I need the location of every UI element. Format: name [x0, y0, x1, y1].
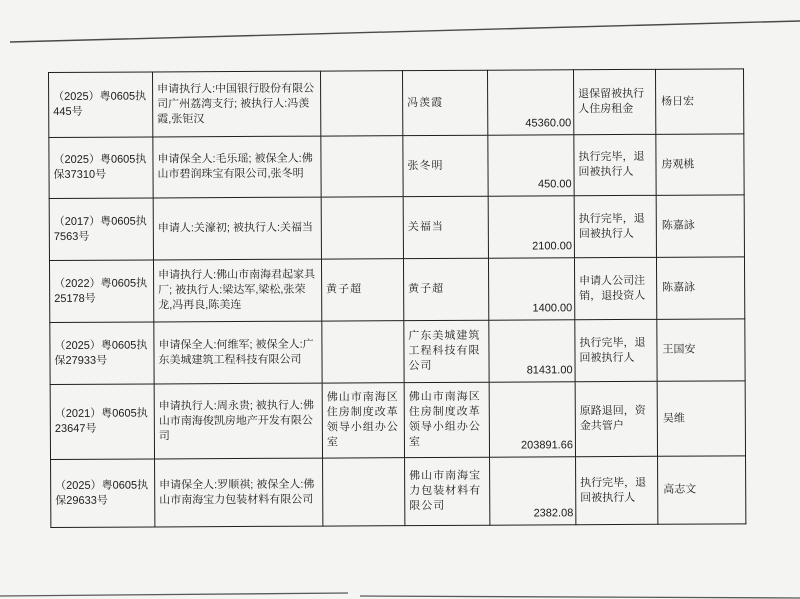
case-number-cell: （2025）粤0605执保29633号	[51, 459, 155, 528]
parties-cell: 申请执行人:中国银行股份有限公司广州荔湾支行; 被执行人:冯羡霞,张钜汉	[153, 71, 321, 137]
case-number-cell: （2025）粤0605执445号	[49, 72, 153, 138]
paper-bottom-edge-right	[360, 596, 800, 598]
recipient-cell: 张冬明	[403, 135, 488, 196]
recipient-cell: 黄子超	[403, 258, 488, 320]
recipient-cell: 佛山市南海区住房制度改革领导小组办公室	[404, 382, 489, 457]
table-row	[50, 381, 745, 460]
reason-cell: 执行完毕，退回被执行人	[574, 134, 656, 195]
refund-record-table	[48, 68, 746, 528]
case-number-cell: （2021）粤0605执23647号	[50, 384, 154, 460]
parties-cell: 申请保全人:何维军; 被保全人:广东美城建筑工程科技有限公司	[154, 321, 322, 384]
handler-cell: 杨日宏	[655, 69, 743, 134]
handler-cell: 陈嘉詠	[656, 195, 744, 257]
related-party-cell: 佛山市南海区住房制度改革领导小组办公室	[322, 383, 404, 458]
reason-cell: 执行完毕，退回被执行人	[576, 456, 658, 524]
related-party-cell	[322, 321, 404, 383]
reason-cell: 申请人公司注销，退投资人	[574, 257, 656, 319]
reason-cell: 执行完毕，退回被执行人	[574, 195, 656, 257]
reason-cell: 原路退回，资金共管户	[575, 381, 657, 456]
recipient-cell: 关福当	[403, 196, 488, 258]
handler-cell: 高志文	[658, 456, 746, 524]
amount-cell: 2382.08	[490, 457, 576, 525]
amount-cell: 450.00	[488, 135, 574, 196]
related-party-cell: 黄子超	[321, 259, 403, 321]
parties-cell: 申请人:关濠初; 被执行人:关福当	[153, 197, 321, 260]
handler-cell: 吴维	[657, 381, 745, 456]
handler-cell: 王国安	[657, 319, 745, 381]
table-row	[49, 134, 744, 199]
paper-top-edge	[10, 21, 800, 42]
recipient-cell: 广东美城建筑工程科技有限公司	[404, 320, 489, 382]
reason-cell: 退保留被执行人住房租金	[573, 69, 655, 134]
table-row	[49, 69, 744, 138]
related-party-cell	[321, 136, 403, 197]
amount-cell: 81431.00	[489, 320, 575, 382]
parties-cell: 申请保全人:毛乐瑶; 被保全人:佛山市碧润珠宝有限公司,张冬明	[153, 136, 321, 198]
related-party-cell	[321, 197, 403, 259]
related-party-cell	[320, 71, 402, 136]
table-row	[51, 456, 746, 528]
amount-cell: 1400.00	[488, 258, 574, 320]
amount-cell: 203891.66	[489, 382, 575, 457]
case-number-cell: （2025）粤0605执保27933号	[50, 322, 154, 385]
recipient-cell: 冯羡霞	[402, 70, 487, 135]
parties-cell: 申请执行人:佛山市南海君起家具厂; 被执行人:梁达军,梁松,张荣龙,冯再良,陈美连	[153, 259, 321, 322]
case-number-cell: （2017）粤0605执7563号	[49, 198, 153, 261]
related-party-cell	[323, 458, 405, 526]
handler-cell: 陈嘉詠	[656, 257, 744, 319]
amount-cell: 45360.00	[487, 70, 573, 135]
amount-cell: 2100.00	[488, 196, 574, 258]
reason-cell: 执行完毕，退回被执行人	[575, 319, 657, 381]
recipient-cell: 佛山市南海宝力包装材料有限公司	[405, 457, 490, 525]
table-row	[49, 195, 744, 261]
table-row	[50, 319, 745, 385]
handler-cell: 房观桃	[656, 134, 744, 195]
parties-cell: 申请保全人:罗顺祺; 被保全人:佛山市南海宝力包装材料有限公司	[155, 458, 323, 527]
case-number-cell: （2022）粤0605执25178号	[49, 260, 153, 323]
table-row	[49, 257, 744, 323]
case-number-cell: （2025）粤0605执保37310号	[49, 137, 153, 199]
paper-bottom-edge-left	[0, 593, 348, 596]
parties-cell: 申请执行人:周永贵; 被执行人:佛山市南海俊凯房地产开发有限公司	[154, 383, 322, 459]
